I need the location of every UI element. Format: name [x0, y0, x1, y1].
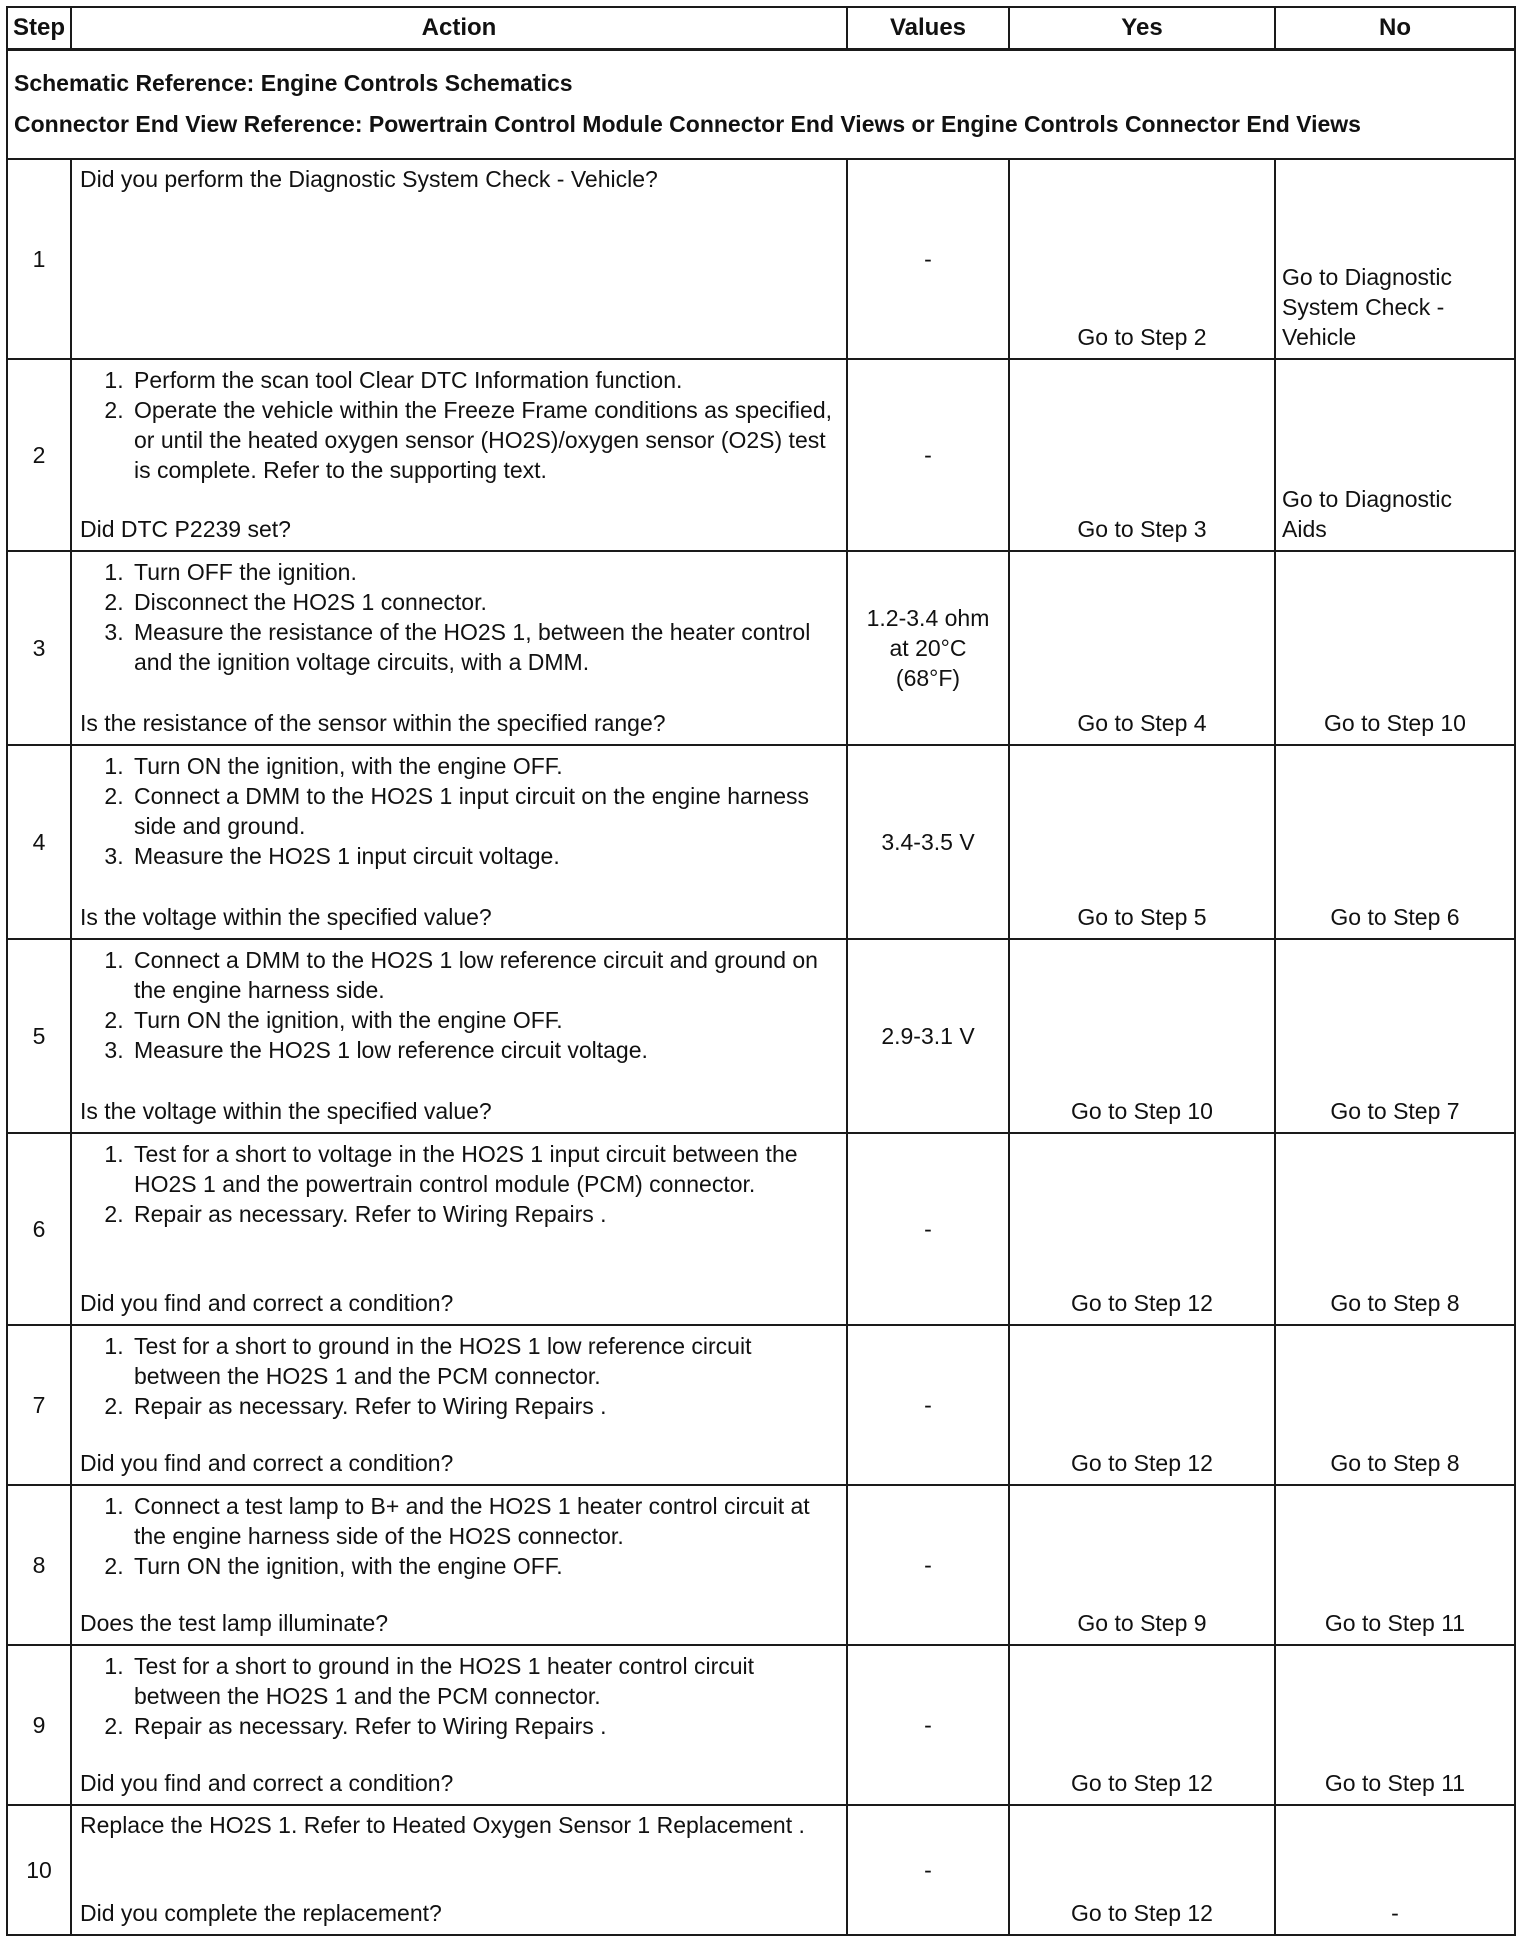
yes-action: Go to Step 12 — [1071, 1900, 1213, 1926]
no-cell — [1275, 359, 1515, 551]
step-label: 5 — [32, 1023, 46, 1049]
action-step-item: 2. Repair as necessary. Refer to Wiring Repairs . — [130, 1391, 838, 1421]
action-step-item: 1. Perform the scan tool Clear DTC Information function. — [130, 365, 838, 395]
action-step-item: 3. Measure the HO2S 1 input circuit voltage. — [130, 841, 838, 871]
value-text: at 20°C — [889, 635, 967, 661]
table-row — [7, 1485, 1515, 1645]
value-text: 1.2-3.4 ohm — [866, 605, 990, 631]
action-steps-list — [80, 1651, 838, 1741]
step-label: 3 — [32, 635, 46, 661]
action-steps-list — [80, 1331, 838, 1421]
yes-cell — [1009, 1645, 1275, 1805]
value-text: - — [924, 1216, 932, 1242]
no-action — [1276, 1448, 1514, 1478]
action-cell — [71, 551, 847, 745]
action-cell — [71, 1645, 847, 1805]
yes-action: Go to Step 12 — [1071, 1450, 1213, 1476]
values-cell — [847, 745, 1009, 939]
action-step-item: 2. Connect a DMM to the HO2S 1 input circuit on the engine harness side and ground. — [130, 781, 838, 841]
reference-cell — [7, 49, 1515, 159]
table-row — [7, 1325, 1515, 1485]
table-row — [7, 1645, 1515, 1805]
step-number — [7, 359, 71, 551]
no-cell — [1275, 1325, 1515, 1485]
step-label: 7 — [32, 1392, 46, 1418]
action-question: Did you find and correct a condition? — [80, 1770, 454, 1796]
action-cell — [71, 745, 847, 939]
value-text: (68°F) — [895, 665, 961, 691]
header-row — [7, 7, 1515, 49]
table-row — [7, 551, 1515, 745]
value-text: 2.9-3.1 V — [881, 1023, 975, 1049]
action-cell — [71, 159, 847, 359]
action-step-item: 2. Repair as necessary. Refer to Wiring Repairs . — [130, 1199, 838, 1229]
value-text: 3.4-3.5 V — [881, 829, 975, 855]
no-cell — [1275, 159, 1515, 359]
action-step-item: 1. Turn OFF the ignition. — [130, 557, 838, 587]
yes-cell — [1009, 1133, 1275, 1325]
values-cell — [847, 1133, 1009, 1325]
no-action-line: - — [1391, 1900, 1399, 1926]
step-number — [7, 1133, 71, 1325]
no-action — [1276, 1096, 1514, 1126]
yes-action: Go to Step 12 — [1071, 1290, 1213, 1316]
action-cell — [71, 359, 847, 551]
header-yes: Yes — [1009, 7, 1275, 49]
table-row — [7, 745, 1515, 939]
values-cell — [847, 359, 1009, 551]
yes-action: Go to Step 10 — [1071, 1098, 1213, 1124]
table-row — [7, 359, 1515, 551]
action-steps-list — [80, 1139, 838, 1229]
no-action — [1276, 1768, 1514, 1798]
step-label: 1 — [32, 246, 46, 272]
step-number — [7, 745, 71, 939]
action-question: Is the voltage within the specified value? — [80, 904, 492, 930]
table-row — [7, 939, 1515, 1133]
step-label: 2 — [32, 442, 46, 468]
step-number — [7, 939, 71, 1133]
values-cell — [847, 939, 1009, 1133]
no-action-line: Go to Diagnostic — [1282, 486, 1453, 512]
values-cell — [847, 1325, 1009, 1485]
reference-row — [7, 49, 1515, 159]
action-question: Is the resistance of the sensor within the specified range? — [80, 710, 666, 736]
action-question: Did you complete the replacement? — [80, 1900, 442, 1926]
step-number — [7, 1325, 71, 1485]
no-cell — [1275, 1485, 1515, 1645]
no-cell — [1275, 745, 1515, 939]
action-cell — [71, 1325, 847, 1485]
action-step-item: 1. Test for a short to ground in the HO2S 1 low reference circuit between the HO2S 1 and the PCM connector. — [130, 1331, 838, 1391]
step-label: 8 — [32, 1552, 46, 1578]
value-text: - — [924, 246, 932, 272]
table-row — [7, 1805, 1515, 1935]
diagnostic-table — [6, 6, 1516, 1936]
yes-cell — [1009, 159, 1275, 359]
no-action-line: Go to Step 6 — [1330, 904, 1460, 930]
header-values: Values — [847, 7, 1009, 49]
values-cell — [847, 551, 1009, 745]
action-steps-list — [80, 365, 838, 485]
no-action — [1276, 902, 1514, 932]
yes-cell — [1009, 1485, 1275, 1645]
action-step-item: 3. Measure the resistance of the HO2S 1, between the heater control and the ignition voltage circuits, with a DMM. — [130, 617, 838, 677]
values-cell — [847, 1805, 1009, 1935]
yes-action: Go to Step 9 — [1077, 1610, 1207, 1636]
step-number — [7, 159, 71, 359]
action-step-item: 1. Connect a DMM to the HO2S 1 low reference circuit and ground on the engine harness side. — [130, 945, 838, 1005]
action-step-item: 1. Test for a short to voltage in the HO2S 1 input circuit between the HO2S 1 and the powertrain control module (PCM) connector. — [130, 1139, 838, 1199]
step-number — [7, 1485, 71, 1645]
action-question: Did you find and correct a condition? — [80, 1290, 454, 1316]
values-cell — [847, 159, 1009, 359]
yes-cell — [1009, 1805, 1275, 1935]
no-cell — [1275, 1645, 1515, 1805]
no-action — [1276, 262, 1514, 352]
action-step-item: 1. Turn ON the ignition, with the engine OFF. — [130, 751, 838, 781]
step-label: 10 — [26, 1857, 52, 1883]
table-row — [7, 1133, 1515, 1325]
step-number — [7, 551, 71, 745]
yes-action: Go to Step 5 — [1077, 904, 1207, 930]
no-action — [1276, 1608, 1514, 1638]
step-number — [7, 1805, 71, 1935]
value-text: - — [924, 1712, 932, 1738]
yes-action: Go to Step 12 — [1071, 1770, 1213, 1796]
value-text: - — [924, 1392, 932, 1418]
yes-cell — [1009, 745, 1275, 939]
action-cell — [71, 939, 847, 1133]
no-action-line: Vehicle — [1282, 324, 1357, 350]
action-question: Is the voltage within the specified value? — [80, 1098, 492, 1124]
no-action — [1276, 1288, 1514, 1318]
no-action-line: Go to Diagnostic — [1282, 264, 1453, 290]
yes-cell — [1009, 1325, 1275, 1485]
action-step-item: 2. Operate the vehicle within the Freeze Frame conditions as specified, or until the heated oxygen sensor (HO2S)/oxygen sensor (O2S) test is complete. Refer to the supporting text. — [130, 395, 838, 485]
header-no: No — [1275, 7, 1515, 49]
connector-reference: Connector End View Reference: Powertrain Control Module Connector End Views or Engine Controls Connector End Views — [14, 111, 1361, 138]
no-action — [1276, 484, 1514, 544]
no-action — [1276, 1898, 1514, 1928]
header-action: Action — [71, 7, 847, 49]
no-action-line: Go to Step 11 — [1324, 1610, 1466, 1636]
action-cell — [71, 1485, 847, 1645]
value-text: - — [924, 1857, 932, 1883]
yes-action: Go to Step 2 — [1077, 324, 1207, 350]
no-action-line: System Check - — [1282, 294, 1445, 320]
no-action — [1276, 708, 1514, 738]
action-step-item: 1. Test for a short to ground in the HO2S 1 heater control circuit between the HO2S 1 and the PCM connector. — [130, 1651, 838, 1711]
header-step: Step — [7, 7, 71, 49]
no-action-line: Go to Step 11 — [1324, 1770, 1466, 1796]
no-cell — [1275, 939, 1515, 1133]
table-row — [7, 159, 1515, 359]
action-text: Did you perform the Diagnostic System Check - Vehicle? — [80, 166, 658, 192]
no-cell — [1275, 551, 1515, 745]
action-step-item: 2. Turn ON the ignition, with the engine OFF. — [130, 1005, 838, 1035]
yes-cell — [1009, 359, 1275, 551]
action-steps-list — [80, 1491, 838, 1581]
action-question: Did you find and correct a condition? — [80, 1450, 454, 1476]
action-question: Did DTC P2239 set? — [80, 516, 291, 542]
action-cell — [71, 1133, 847, 1325]
action-step-item: 1. Connect a test lamp to B+ and the HO2S 1 heater control circuit at the engine harness side of the HO2S connector. — [130, 1491, 838, 1551]
action-steps-list — [80, 557, 838, 677]
action-question: Does the test lamp illuminate? — [80, 1610, 389, 1636]
yes-action: Go to Step 3 — [1077, 516, 1207, 542]
no-action-line: Go to Step 10 — [1324, 710, 1466, 736]
action-step-item: 2. Turn ON the ignition, with the engine OFF. — [130, 1551, 838, 1581]
step-label: 9 — [32, 1712, 46, 1738]
value-text: - — [924, 442, 932, 468]
action-cell — [71, 1805, 847, 1935]
action-text: Replace the HO2S 1. Refer to Heated Oxygen Sensor 1 Replacement . — [80, 1812, 805, 1838]
yes-cell — [1009, 939, 1275, 1133]
action-step-item: 2. Disconnect the HO2S 1 connector. — [130, 587, 838, 617]
no-action-line: Go to Step 8 — [1330, 1290, 1460, 1316]
no-cell — [1275, 1133, 1515, 1325]
step-number — [7, 1645, 71, 1805]
values-cell — [847, 1645, 1009, 1805]
action-step-item: 2. Repair as necessary. Refer to Wiring Repairs . — [130, 1711, 838, 1741]
step-label: 4 — [32, 829, 46, 855]
no-action-line: Go to Step 8 — [1330, 1450, 1460, 1476]
step-label: 6 — [32, 1216, 46, 1242]
schematic-reference: Schematic Reference: Engine Controls Schematics — [14, 70, 573, 97]
value-text: - — [924, 1552, 932, 1578]
no-action-line: Go to Step 7 — [1330, 1098, 1460, 1124]
yes-action: Go to Step 4 — [1077, 710, 1207, 736]
action-steps-list — [80, 945, 838, 1065]
no-action-line: Aids — [1282, 516, 1327, 542]
values-cell — [847, 1485, 1009, 1645]
action-steps-list — [80, 751, 838, 871]
action-step-item: 3. Measure the HO2S 1 low reference circuit voltage. — [130, 1035, 838, 1065]
yes-cell — [1009, 551, 1275, 745]
no-cell — [1275, 1805, 1515, 1935]
